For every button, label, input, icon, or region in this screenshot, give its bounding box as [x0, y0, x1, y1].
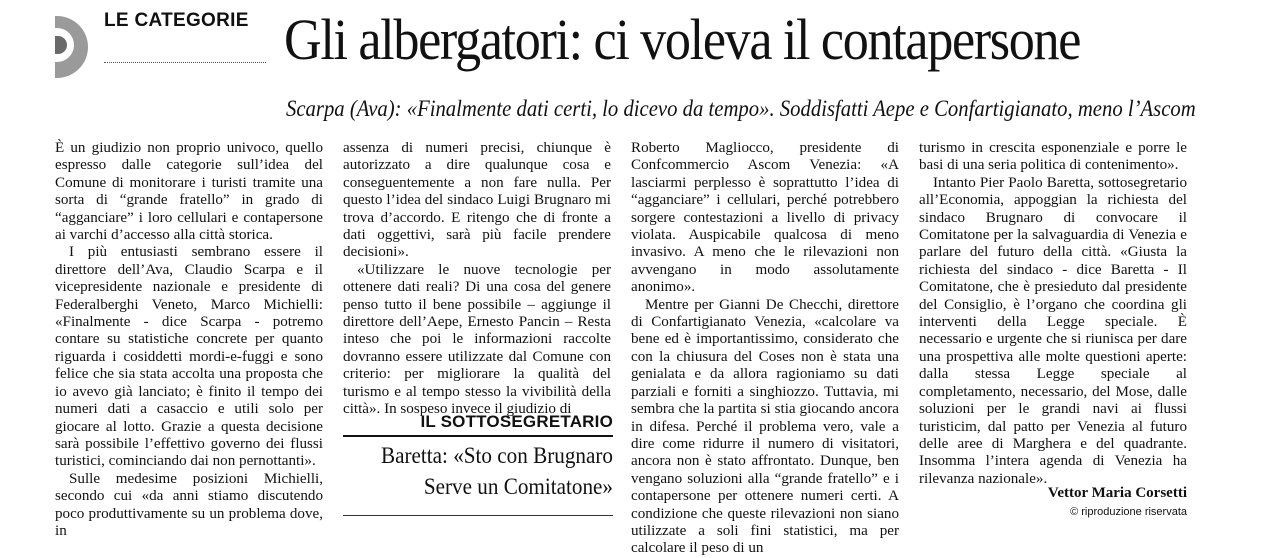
subheadline: Scarpa (Ava): «Finalmente dati certi, lo dicevo da tempo». Soddisfatti Aepe e Confartigianato, meno l’Ascom: [286, 96, 1196, 121]
paragraph: turismo in crescita esponenziale e porre le basi di una seria politica di contenimento».: [919, 140, 1187, 174]
paragraph: È un giudizio non proprio univoco, quello espresso dalle categorie sull’idea del Comune di monitorare i turisti tramite una sorta di “grande fratello” in grado di “agganciare” i loro cellulari e contapersone ai varchi d’accesso alla città storica.: [55, 140, 323, 244]
section-rule: [104, 62, 266, 63]
article-column-1: [55, 140, 323, 540]
paragraph: «Utilizzare le nuove tecnologie per ottenere dati reali? Di una cosa del genere penso tutto il bene possibile – aggiunge il direttore dell’Aepe, Ernesto Pancin – Resta inteso che poi le informazioni raccolte dovranno essere utilizzate dal Comune con criterio: per migliorare la qualità del turismo e al tempo stesso la vivibilità della città». In sospeso invece il giudizio di: [343, 261, 611, 418]
paragraph: Roberto Magliocco, presidente di Confcommercio Ascom Venezia: «A lasciarmi perplesso è soprattutto l’idea di “agganciare” i cellulari, perché potrebbero sorgere contestazioni a livello di privacy violata. Auspicabile qualcosa di meno invasivo. A meno che le rilevazioni non avvengano in modo assolutamente anonimo».: [631, 140, 899, 296]
headline: Gli albergatori: ci voleva il contapersone: [284, 7, 1081, 72]
paragraph: assenza di numeri precisi, chiunque è autorizzato a dire qualunque cosa e conseguentemente a non fare nulla. Per questo l’idea del sindaco Luigi Brugnaro mi trova d’accordo. E ritengo che di fronte a dati oggettivi, sarà più facile prendere decisioni».: [343, 140, 611, 261]
sidebar-rule: [343, 515, 613, 516]
sidebar-label: IL SOTTOSEGRETARIO: [343, 412, 613, 437]
paragraph: Sulle medesime posizioni Michielli, secondo cui «da anni stiamo discutendo poco produttivamente su un problema dove, in: [55, 470, 323, 539]
paragraph: I più entusiasti sembrano essere il direttore dell’Ava, Claudio Scarpa e il vicepresidente nazionale e presidente di Federalberghi Veneto, Marco Michielli: «Finalmente - dice Scarpa - potremo contare su statistiche concrete per quanto riguarda i cosiddetti mordi-e-fuggi e sono felice che sia stata accolta una proposta che io avevo già lanciato; è finito il tempo dei numeri dati a casaccio e utili solo per giocare al lotto. Grazie a questa decisione sarà possibile l’effettivo governo dei flussi turistici, cominciando dai non pernottanti».: [55, 244, 323, 470]
section-logo-icon: [55, 14, 89, 80]
sidebar-title: [370, 441, 613, 503]
section-label: LE CATEGORIE: [104, 10, 249, 31]
article-column-4: [919, 140, 1187, 488]
byline: Vettor Maria Corsetti: [1047, 485, 1187, 501]
sidebar-title-line: Serve un Comitatone»: [423, 474, 613, 500]
paragraph: Mentre per Gianni De Checchi, direttore di Confartigianato Venezia, «calcolare va bene ed è importantissimo, considerato che con la chiusura del Coses non è stata una genialata e da allora ragioniamo su dati parziali e forniti a singhiozzo. Tuttavia, mi sembra che la partita si stia giocando ancora in difesa. Perché il problema vero, vale a dire come ridurre il numero di visitatori, ancora non è stato affrontato. Dunque, ben vengano soluzioni alla “grande fratello” e i contapersone per ottenere numeri certi. A condizione che queste rilevazioni non siano utilizzate a soli fini statistici, ma per calcolare il peso di un: [631, 296, 899, 557]
article-column-3: [631, 140, 899, 558]
copyright-notice: © riproduzione riservata: [1070, 506, 1187, 518]
paragraph: Intanto Pier Paolo Baretta, sottosegretario all’Economia, appoggian la richiesta del sindaco Brugnaro di convocare il Comitatone per la salvaguardia di Venezia e parlare del futuro della città. «Giusta la richiesta del sindaco - dice Baretta - Il Comitatone, che è presieduto dal presidente del Consiglio, è l’organo che coordina gli interventi della Legge speciale. È necessario e urgente che si riunisca per dare una prospettiva alle molte questioni aperte: dalla stessa Legge speciale al completamento, necessario, del Mose, dalle soluzioni per le grandi navi ai flussi turisticim, dal patto per Venezia al futuro delle aree di Marghera e del quadrante. Insomma l’intera agenda di Venezia ha rilevanza nazionale».: [919, 174, 1187, 487]
article-column-2: [343, 140, 611, 419]
sidebar-title-line: Baretta: «Sto con Brugnaro: [380, 443, 613, 469]
